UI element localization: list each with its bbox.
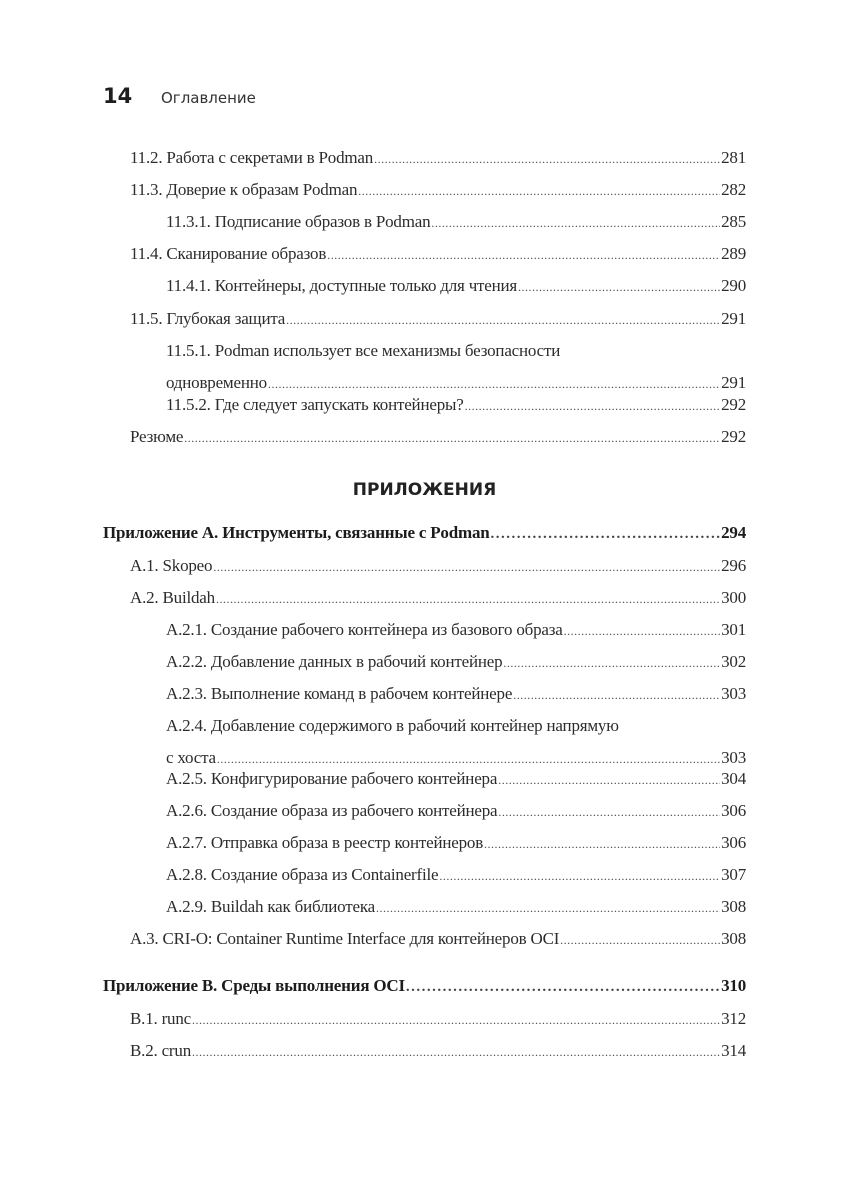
page-header [103,84,256,108]
toc-entry-page: 296 [721,556,746,575]
toc-entry-a-2-9[interactable] [166,896,746,919]
toc-entry-a-2-6[interactable] [166,800,746,823]
dot-leader [327,243,720,266]
toc-entry-title: 11.5. Глубокая защита [130,309,286,328]
toc-entry-a-2-7[interactable] [166,832,746,855]
dot-leader [286,308,720,331]
toc-entry-page: 300 [721,588,746,607]
toc-entry-summary[interactable] [130,426,746,449]
toc-entry-page: 312 [721,1009,746,1028]
toc-entry-11-4-1[interactable] [166,275,746,298]
dot-leader [376,896,720,919]
dot-leader [431,211,720,234]
toc-entry-title: 11.3. Доверие к образам Podman [130,180,358,199]
toc-entry-page: 291 [721,309,746,328]
toc-entry-title: 11.5.2. Где следует запускать контейнеры? [166,395,464,414]
toc-entry-appendix-a[interactable] [103,522,746,545]
dot-leader [564,619,720,642]
page-number: 14 [103,84,133,108]
toc-entry-title: 11.3.1. Подписание образов в Podman [166,212,431,231]
dot-leader [358,179,720,202]
running-title: Оглавление [161,89,256,107]
toc-entry-title: A.2.5. Конфигурирование рабочего контейнера [166,769,498,788]
toc-entry-page: 306 [721,833,746,852]
toc-entry-a-2-5[interactable] [166,768,746,791]
toc-entry-page: 294 [721,523,746,542]
toc-entry-title: Резюме [130,427,184,446]
toc-entry-line2 [166,747,746,770]
toc-entry-page: 301 [721,620,746,639]
toc-entry-page: 303 [721,748,746,767]
toc-entry-title: 11.2. Работа с секретами в Podman [130,148,374,167]
toc-entry-page: 282 [721,180,746,199]
toc-entry-title: 11.4.1. Контейнеры, доступные только для чтения [166,276,518,295]
toc-entry-title: Приложение А. Инструменты, связанные с Podman [103,523,490,542]
toc-entry-page: 291 [721,373,746,392]
toc-entry-title: A.2. Buildah [130,588,215,607]
toc-entry-a-2-4[interactable] [166,715,746,770]
dot-leader [513,683,720,706]
dot-leader [192,1008,720,1031]
toc-entry-page: 308 [721,897,746,916]
toc-entry-title: B.1. runc [130,1009,191,1028]
toc-entry-page: 303 [721,684,746,703]
toc-entry-appendix-b[interactable] [103,975,746,998]
toc-entry-page: 281 [721,148,746,167]
toc-entry-title: A.2.9. Buildah как библиотека [166,897,375,916]
toc-entry-b-1[interactable] [130,1008,746,1031]
toc-entry-11-5[interactable] [130,308,746,331]
toc-entry-11-2[interactable] [130,147,746,170]
toc-entry-line2 [166,372,746,395]
toc-entry-page: 308 [721,929,746,948]
toc-entry-page: 292 [721,427,746,446]
dot-leader [374,147,720,170]
dot-leader [217,747,720,770]
toc-entry-11-3[interactable] [130,179,746,202]
toc-entry-a-3[interactable] [130,928,746,951]
toc-entry-11-3-1[interactable] [166,211,746,234]
toc-entry-b-2[interactable] [130,1040,746,1063]
dot-leader [213,555,720,578]
toc-entry-11-5-1[interactable] [166,340,746,395]
dot-leader [484,832,720,855]
toc-entry-title: Приложение B. Среды выполнения OCI [103,976,405,995]
toc-entry-a-2-1[interactable] [166,619,746,642]
dot-leader [406,975,720,998]
toc-entry-page: 285 [721,212,746,231]
toc-entry-a-2-2[interactable] [166,651,746,674]
dot-leader [439,864,720,887]
dot-leader [491,522,721,545]
toc-entry-title: A.1. Skopeo [130,556,213,575]
toc-entry-title: A.2.8. Создание образа из Containerfile [166,865,439,884]
toc-entry-page: 292 [721,395,746,414]
toc-entry-page: 306 [721,801,746,820]
dot-leader [560,928,720,951]
toc-entry-11-4[interactable] [130,243,746,266]
toc-entry-page: 290 [721,276,746,295]
toc-entry-a-2-8[interactable] [166,864,746,887]
toc-entry-title-line2: одновременно [166,373,267,392]
toc-entry-title: A.2.6. Создание образа из рабочего контейнера [166,801,498,820]
toc-entry-page: 307 [721,865,746,884]
toc-entry-page: 310 [721,976,746,995]
toc-entry-page: 314 [721,1041,746,1060]
dot-leader [465,394,721,417]
toc-entry-page: 289 [721,244,746,263]
toc-entry-title: B.2. crun [130,1041,191,1060]
toc-entry-page: 302 [721,652,746,671]
dot-leader [503,651,720,674]
toc-entry-a-1[interactable] [130,555,746,578]
toc-entry-title-line1: 11.5.1. Podman использует все механизмы безопасности [166,341,561,360]
toc-entry-title: A.2.7. Отправка образа в реестр контейнеров [166,833,484,852]
toc-entry-title: A.2.2. Добавление данных в рабочий контейнер [166,652,503,671]
dot-leader [498,800,720,823]
toc-entry-a-2[interactable] [130,587,746,610]
dot-leader [498,768,720,791]
dot-leader [216,587,720,610]
toc-entry-title-line2: с хоста [166,748,216,767]
toc-entry-title: A.2.3. Выполнение команд в рабочем контейнере [166,684,513,703]
appendices-heading: ПРИЛОЖЕНИЯ [352,480,497,500]
dot-leader [184,426,720,449]
toc-entry-page: 304 [721,769,746,788]
toc-entry-title: 11.4. Сканирование образов [130,244,327,263]
toc-entry-title: A.3. CRI-O: Container Runtime Interface для контейнеров OCI [130,929,560,948]
toc-entry-title-line1: A.2.4. Добавление содержимого в рабочий контейнер напрямую [166,716,619,735]
toc-entry-title: A.2.1. Создание рабочего контейнера из базового образа [166,620,563,639]
toc-entry-a-2-3[interactable] [166,683,746,706]
dot-leader [518,275,720,298]
dot-leader [192,1040,720,1063]
dot-leader [268,372,720,395]
toc-entry-11-5-2[interactable] [166,394,746,417]
